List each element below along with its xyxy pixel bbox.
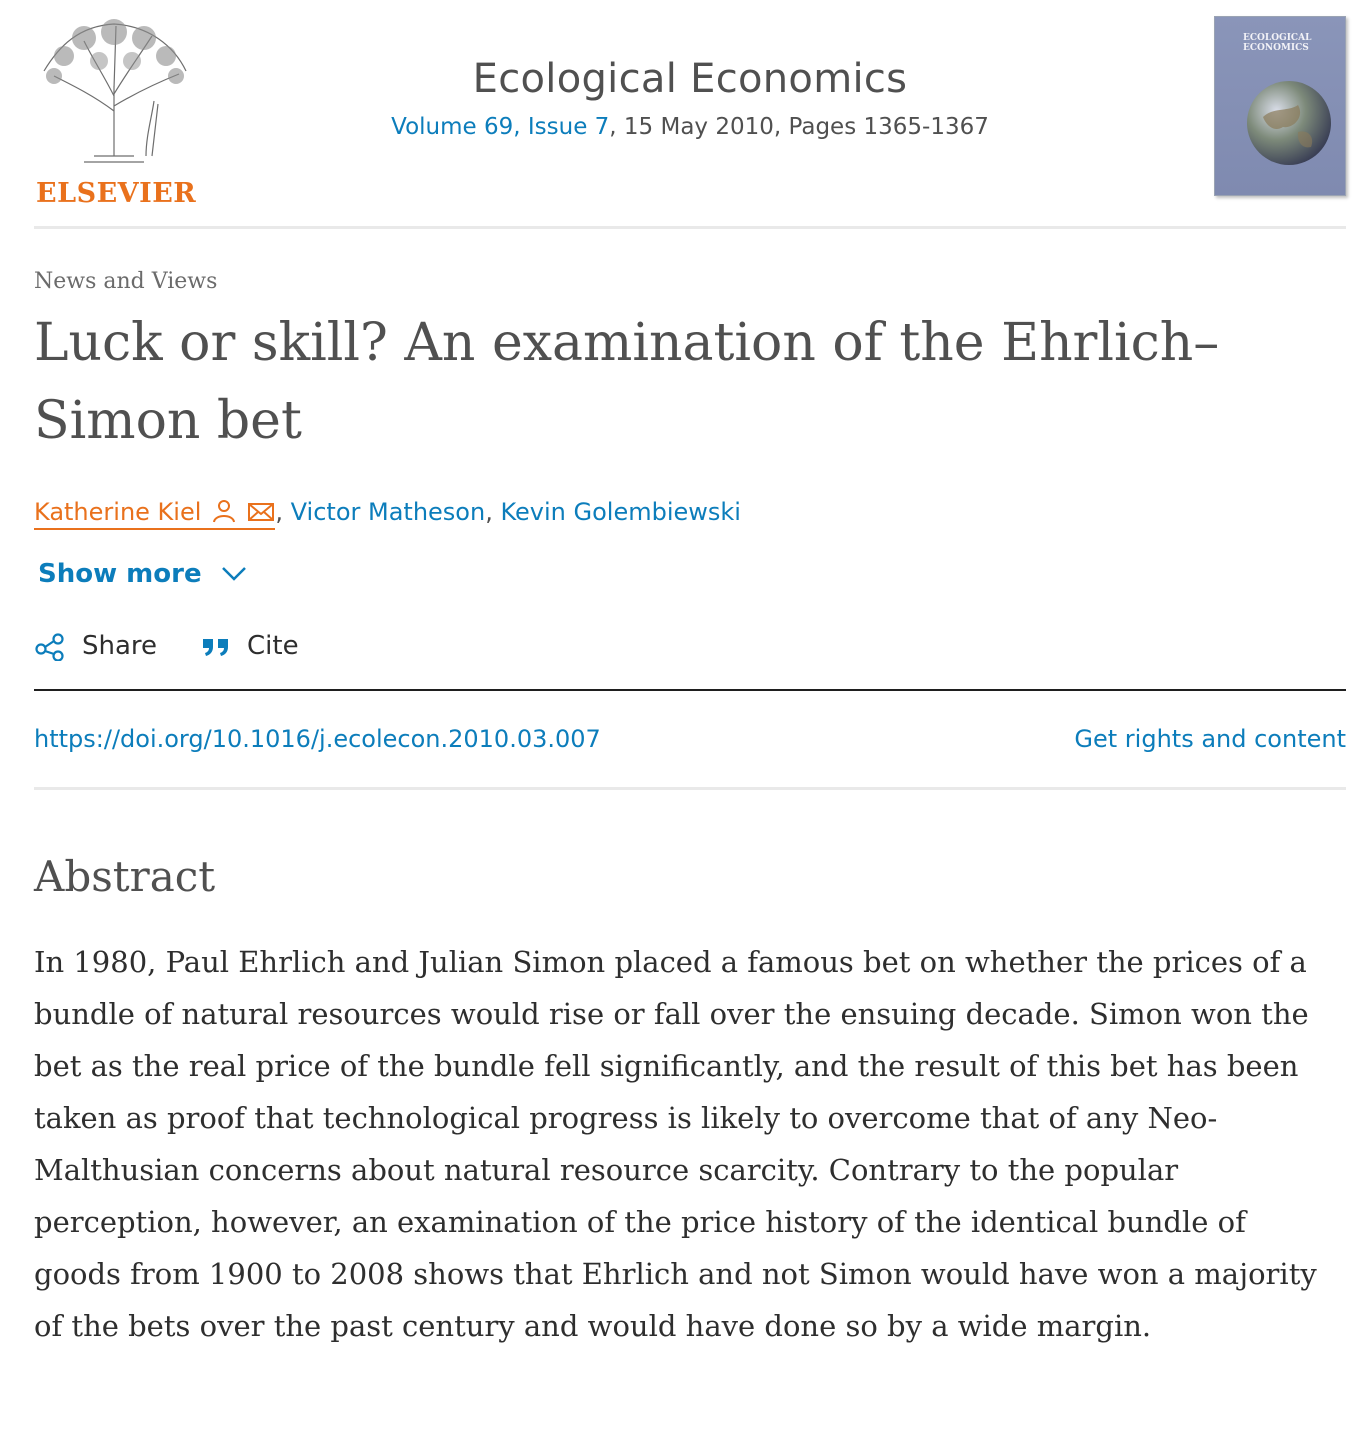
article-page <box>34 0 1346 1352</box>
share-label: Share <box>82 631 158 661</box>
journal-header <box>34 0 1346 226</box>
volume-issue-link[interactable]: Volume 69, Issue 7 <box>391 114 610 140</box>
author-link-primary[interactable] <box>34 498 275 530</box>
journal-info <box>34 56 1346 140</box>
share-button[interactable] <box>34 631 157 661</box>
abstract-body: In 1980, Paul Ehrlich and Julian Simon placed a famous bet on whether the prices of a bundle of natural resources would rise or fall over the ensuing decade. Simon won the bet as the real price of the bundle fell significantly, and the result of this bet has been taken as proof that technological progress is likely to overcome that of any Neo-Malthusian concerns about natural resource scarcity. Contrary to the popular perception, however, an examination of the price history of the identical bundle of goods from 1900 to 2008 shows that Ehrlich and not Simon would have won a majority of the bets over the past century and would have done so by a wide margin. <box>34 944 1317 1343</box>
date-pages: , 15 May 2010, Pages 1365-1367 <box>609 114 989 140</box>
journal-cover-thumbnail[interactable] <box>1214 16 1346 196</box>
author-name: Katherine Kiel <box>34 498 202 526</box>
journal-title[interactable]: Ecological Economics <box>472 56 908 102</box>
doi-row <box>34 691 1346 787</box>
journal-meta <box>34 114 1346 140</box>
show-more-button[interactable] <box>38 559 1346 589</box>
article-title: Luck or skill? An examination of the Ehrlich–Simon bet <box>34 313 1220 451</box>
share-icon <box>34 631 66 661</box>
person-icon <box>211 499 237 529</box>
show-more-label: Show more <box>38 559 202 589</box>
globe-icon <box>1243 77 1335 169</box>
author-list <box>34 498 1346 529</box>
email-icon <box>247 501 275 529</box>
author-separator: , <box>485 498 501 526</box>
author-link[interactable]: Victor Matheson <box>290 498 486 526</box>
elsevier-wordmark: ELSEVIER <box>36 178 197 209</box>
header-divider <box>34 226 1346 229</box>
author-link[interactable]: Kevin Golembiewski <box>500 498 741 526</box>
quote-icon <box>201 634 231 658</box>
cite-button[interactable] <box>201 631 299 661</box>
article-actions <box>34 631 1346 661</box>
article-type-label: News and Views <box>34 269 218 294</box>
author-separator: , <box>275 498 291 526</box>
get-rights-link[interactable]: Get rights and content <box>1074 725 1346 753</box>
abstract-divider <box>34 787 1346 790</box>
cover-title: ECOLOGICAL ECONOMICS <box>1243 33 1312 53</box>
doi-link[interactable]: https://doi.org/10.1016/j.ecolecon.2010.03.007 <box>34 725 601 753</box>
cite-label: Cite <box>247 631 299 661</box>
chevron-down-icon <box>220 565 248 583</box>
abstract-heading: Abstract <box>34 852 216 901</box>
